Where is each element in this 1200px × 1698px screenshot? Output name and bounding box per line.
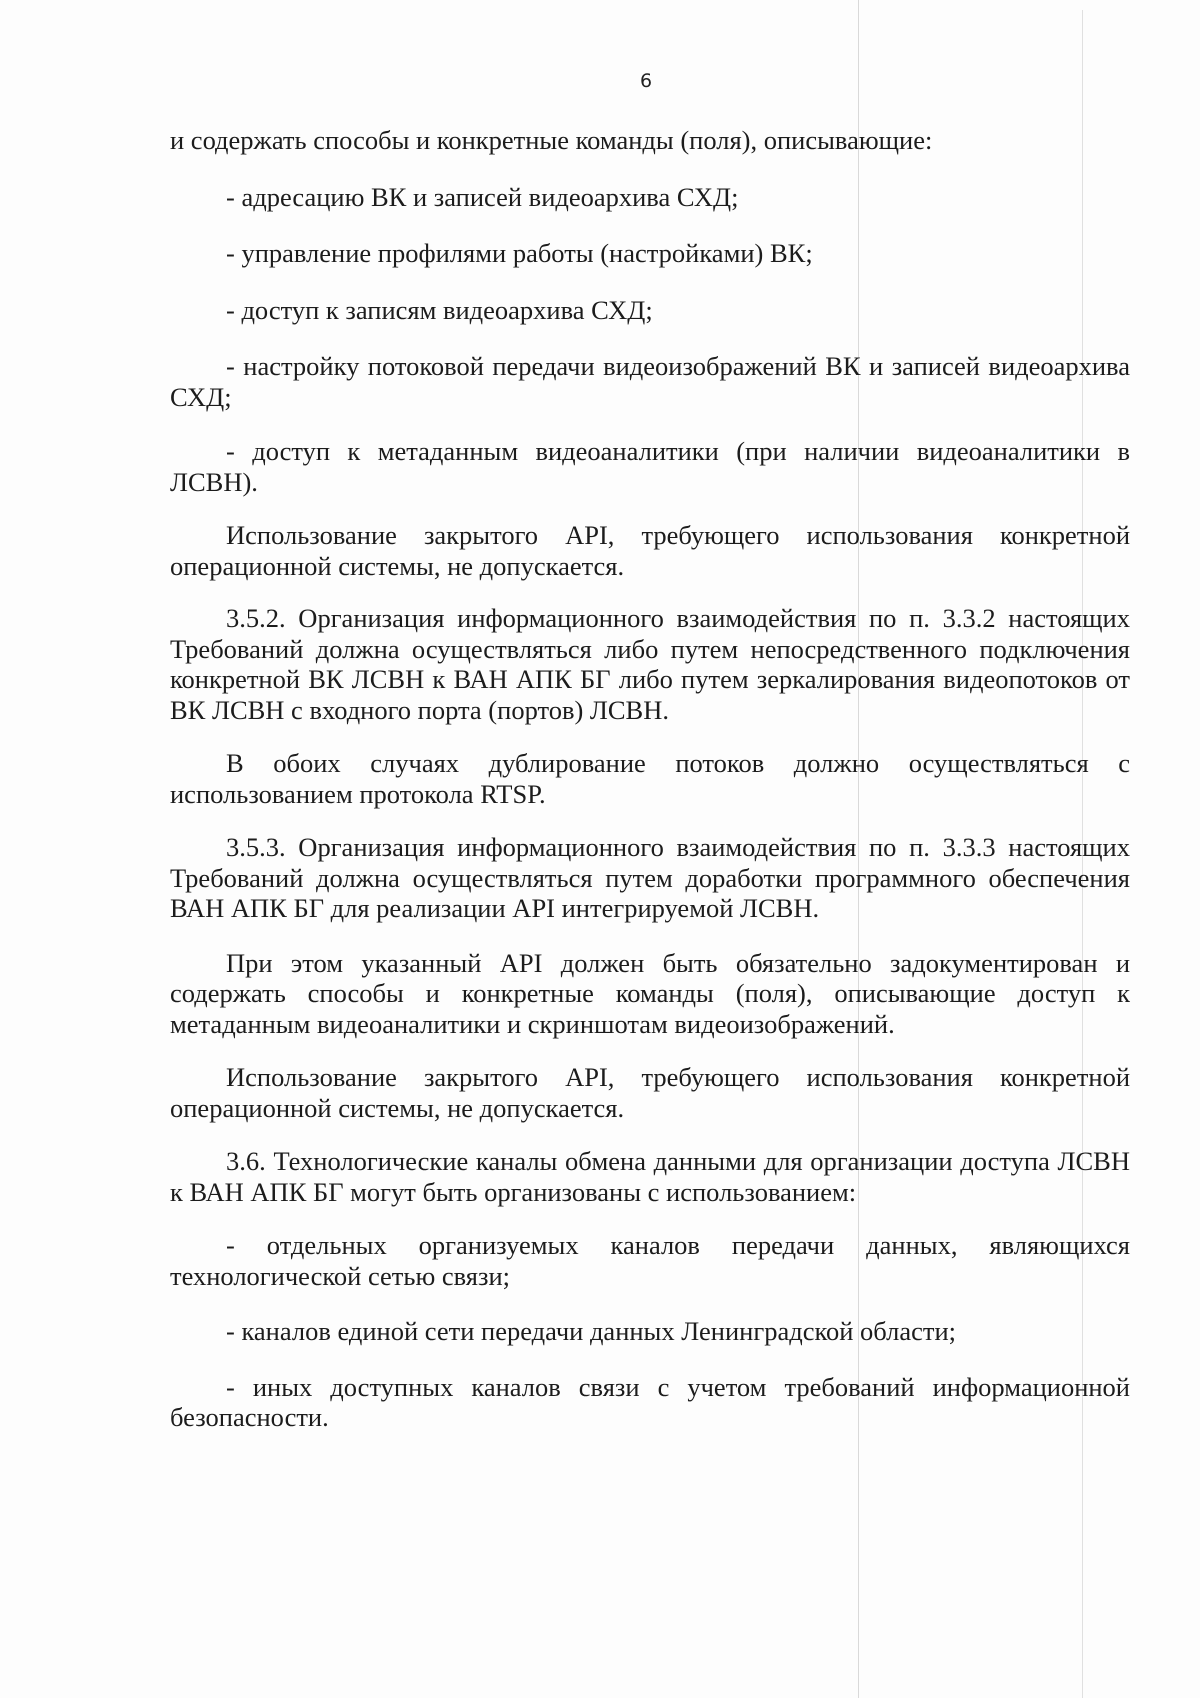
list-item-profiles: - управление профилями работы (настройками) ВК; [226, 238, 813, 268]
paragraph-api-documentation: При этом указанный API должен быть обязательно задокументирован и содержать способы и конкретные команды (поля), описывающие доступ к метаданным видеоаналитики и скриншотам видеоизображений. [170, 947, 1130, 1039]
paragraph-3-5-3: 3.5.3. Организация информационного взаимодействия по п. 3.3.3 настоящих Требований должна осуществляться путем доработки программного обеспечения ВАН АПК БГ для реализации API интегрируемой ЛСВН. [170, 832, 1130, 923]
list-item-archive-access: - доступ к записям видеоархива СХД; [226, 294, 653, 325]
list-item-metadata: - доступ к метаданным видеоаналитики (при наличии видеоаналитики в ЛСВН). [170, 436, 1130, 497]
paragraph-3-6: 3.6. Технологические каналы обмена данными для организации доступа ЛСВН к ВАН АПК БГ могут быть организованы с использованием: [170, 1146, 1130, 1207]
paragraph-closed-api-2: Использование закрытого API, требующего использования конкретной операционной системы, не допускается. [170, 1062, 1130, 1123]
list-item-dedicated-channels: - отдельных организуемых каналов передачи данных, являющихся технологической сетью связи; [170, 1230, 1130, 1291]
list-item-addressing: - адресацию ВК и записей видеоархива СХД; [226, 181, 739, 212]
document-body [170, 125, 1130, 1433]
list-item-streaming: - настройку потоковой передачи видеоизображений ВК и записей видеоархива СХД; [170, 351, 1130, 412]
page-number: 6 [640, 70, 653, 92]
paragraph-rtsp: В обоих случаях дублирование потоков должно осуществляться с использованием протокола RTSP. [170, 748, 1130, 809]
paragraph-3-5-2: 3.5.2. Организация информационного взаимодействия по п. 3.3.2 настоящих Требований должна осуществляться либо путем непосредственного подключения конкретной ВК ЛСВН к ВАН АПК БГ либо путем зеркалирования видеопотоков от ВК ЛСВН с входного порта (портов) ЛСВН. [170, 603, 1130, 725]
list-item-regional-network: - каналов единой сети передачи данных Ленинградской области; [226, 1316, 956, 1346]
list-item-other-channels: - иных доступных каналов связи с учетом требований информационной безопасности. [170, 1371, 1130, 1432]
paragraph-continuation: и содержать способы и конкретные команды (поля), описывающие: [170, 125, 933, 155]
paragraph-closed-api: Использование закрытого API, требующего использования конкретной операционной системы, не допускается. [170, 520, 1130, 581]
